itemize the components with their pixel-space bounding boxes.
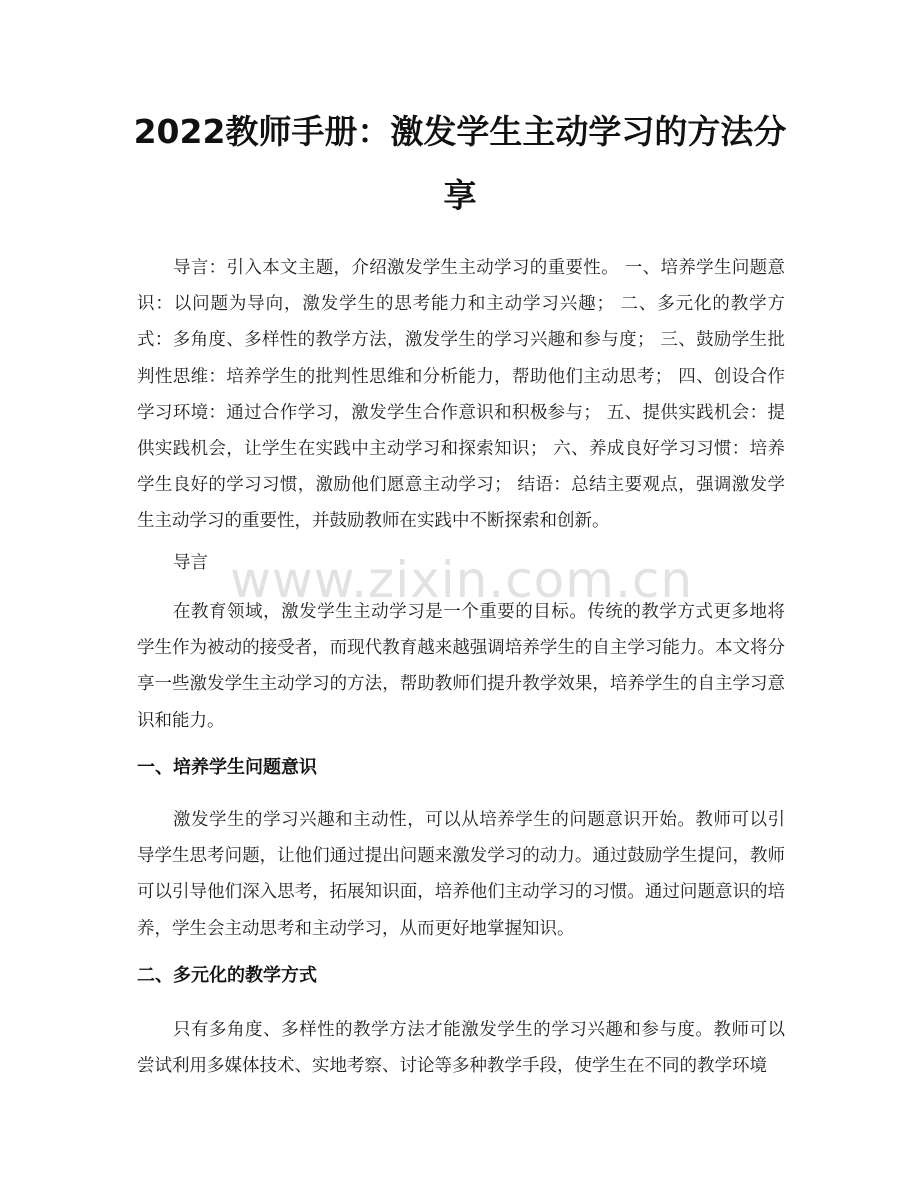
watermark: www.zixin.com.cn (230, 551, 694, 609)
intro-label: 导言 (173, 553, 208, 573)
document-title: 2022教师手册：激发学生主动学习的方法分享 (133, 112, 787, 215)
section-2-paragraph: 只有多角度、多样性的教学方法才能激发学生的学习兴趣和参与度。教师可以尝试利用多媒体技术、实地考察、讨论等多种教学手段，使学生在不同的教学环境 (137, 1020, 785, 1077)
summary-paragraph: 导言：引入本文主题，介绍激发学生主动学习的重要性。 一、培养学生问题意识：以问题为导向，激发学生的思考能力和主动学习兴趣； 二、多元化的教学方式：多角度、多样性的教学方法，激发学生的学习兴趣和参与度； 三、鼓励学生批判性思维：培养学生的批判性思维和分析能力，帮助他们主动思考； 四、创设合作学习环境：通过合作学习，激发学生合作意识和积极参与； 五、提供实践机会：提供实践机会，让学生在实践中主动学习和探索知识； 六、养成良好学习习惯：培养学生良好的学习习惯，激励他们愿意主动学习； 结语：总结主要观点，强调激发学生主动学习的重要性，并鼓励教师在实践中不断探索和创新。 (137, 258, 785, 532)
section-1-paragraph: 激发学生的学习兴趣和主动性，可以从培养学生的问题意识开始。教师可以引导学生思考问题，让他们通过提出问题来激发学习的动力。通过鼓励学生提问，教师可以引导他们深入思考，拓展知识面，培养他们主动学习的习惯。通过问题意识的培养，学生会主动思考和主动学习，从而更好地掌握知识。 (137, 810, 785, 939)
section-1-heading: 一、培养学生问题意识 (137, 757, 317, 778)
intro-paragraph: 在教育领域，激发学生主动学习是一个重要的目标。传统的教学方式更多地将学生作为被动的接受者，而现代教育越来越强调培养学生的自主学习能力。本文将分享一些激发学生主动学习的方法，帮助教师们提升教学效果，培养学生的自主学习意识和能力。 (137, 602, 785, 731)
section-2-heading: 二、多元化的教学方式 (137, 965, 317, 986)
